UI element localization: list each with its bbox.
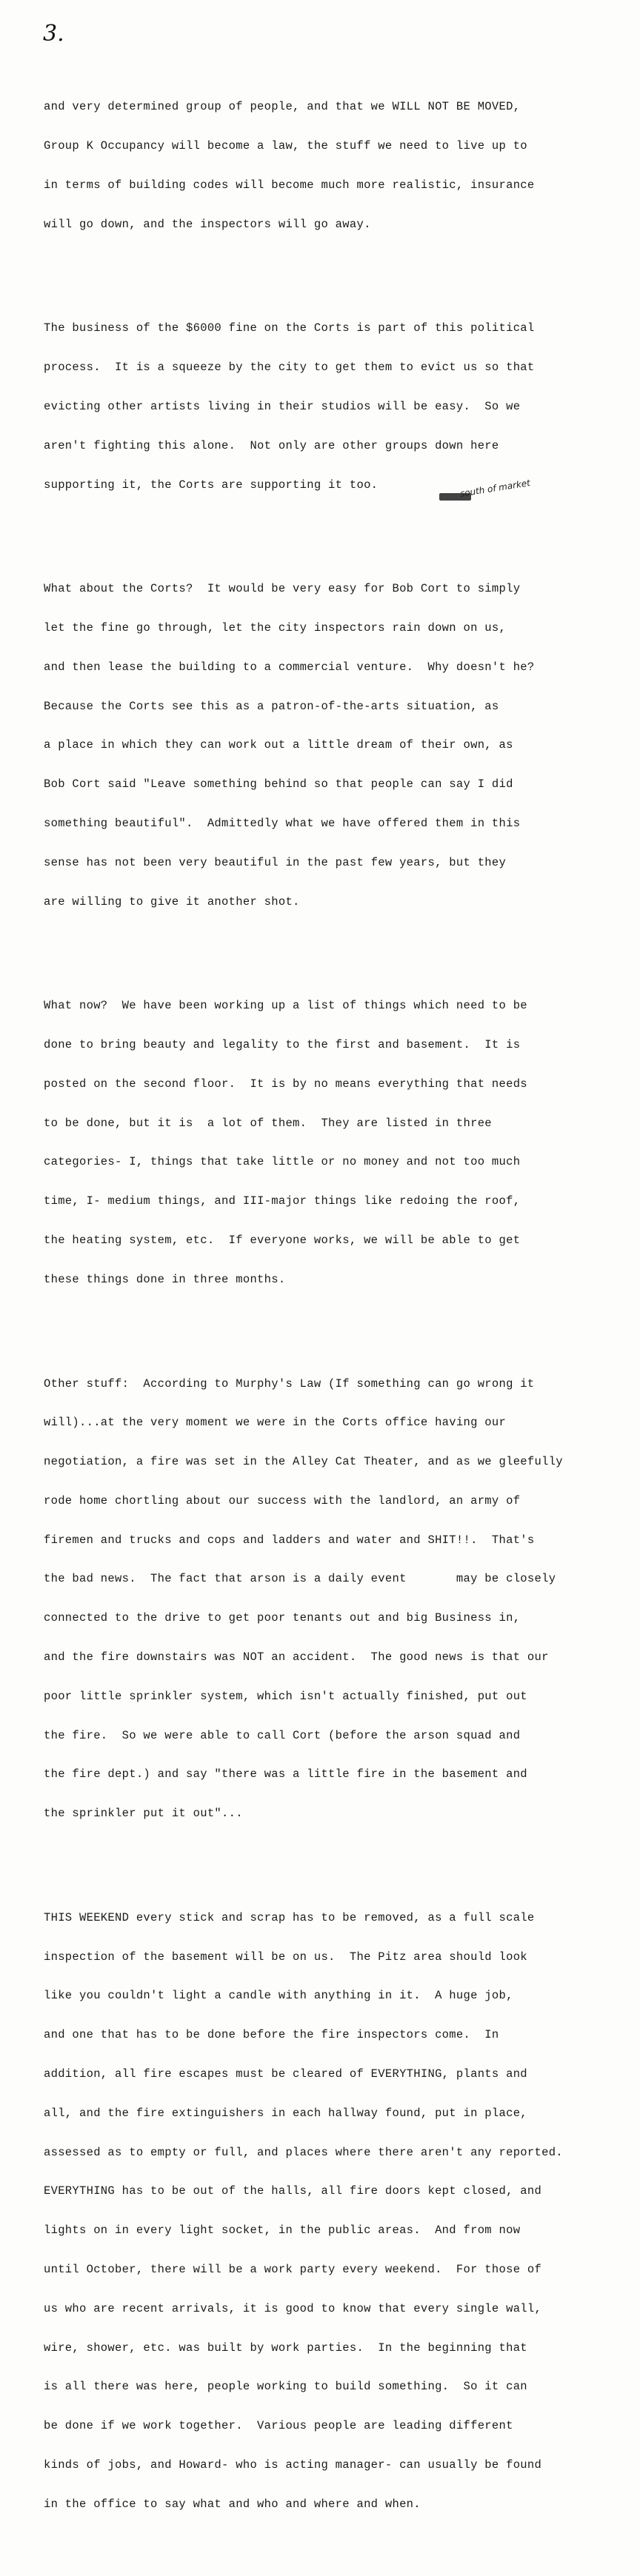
text-line: will)...at the very moment we were in the Corts office having our <box>44 1416 507 1430</box>
text-line: are willing to give it another shot. <box>44 894 300 909</box>
text-line: evicting other artists living in their studios will be easy. So we <box>44 400 521 414</box>
text-line: the fire dept.) and say "there was a little fire in the basement and <box>44 1767 527 1782</box>
paragraph-1 <box>44 75 563 257</box>
text-line: and one that has to be done before the fire inspectors come. In <box>44 2028 499 2042</box>
text-line: in the office to say what and who and where and when. <box>44 2497 421 2511</box>
text-line: The business of the $6000 fine on the Corts is part of this political <box>44 321 535 335</box>
page-number: 3. <box>43 21 64 47</box>
text-line: lights on in every light socket, in the public areas. And from now <box>44 2224 521 2238</box>
text-line: is all there was here, people working to build something. So it can <box>44 2380 527 2394</box>
text-line: categories- I, things that take little or no money and not too much <box>44 1155 521 1169</box>
paragraph-5 <box>44 1351 563 1847</box>
text-line: until October, there will be a work party every weekend. For those of <box>44 2262 542 2276</box>
text-line: process. It is a squeeze by the city to get them to evict us so that <box>44 361 535 375</box>
paragraph-3 <box>44 557 563 934</box>
text-line: poor little sprinkler system, which isn't actually finished, put out <box>44 1689 527 1703</box>
text-line: posted on the second floor. It is by no means everything that needs <box>44 1077 527 1091</box>
text-line: assessed as to empty or full, and places where there aren't any reported. <box>44 2145 563 2159</box>
text-line: all, and the fire extinguishers in each hallway found, put in place, <box>44 2106 527 2120</box>
text-line: Group K Occupancy will become a law, the stuff we need to live up to <box>44 139 527 153</box>
text-line: and then lease the building to a commercial venture. Why doesn't he? <box>44 660 535 674</box>
text-line: negotiation, a fire was set in the Alley Cat Theater, and as we gleefully <box>44 1455 563 1469</box>
text-line: and the fire downstairs was NOT an accident. The good news is that our <box>44 1650 549 1665</box>
text-line: us who are recent arrivals, it is good to know that every single wall, <box>44 2301 542 2315</box>
text-line: time, I- medium things, and III-major things like redoing the roof, <box>44 1194 521 1208</box>
text-line: Bob Cort said "Leave something behind so that people can say I did <box>44 777 513 792</box>
text-line: kinds of jobs, and Howard- who is acting manager- can usually be found <box>44 2458 542 2472</box>
text-line: the fire. So we were able to call Cort (before the arson squad and <box>44 1728 521 1742</box>
text-line: be done if we work together. Various people are leading different <box>44 2419 513 2433</box>
text-line: aren't fighting this alone. Not only are other groups down here <box>44 438 499 452</box>
text-line: these things done in three months. <box>44 1272 286 1286</box>
text-line: firemen and trucks and cops and ladders and water and SHIT!!. That's <box>44 1533 535 1547</box>
text-line: Other stuff: According to Murphy's Law (If something can go wrong it <box>44 1376 535 1391</box>
text-line: sense has not been very beautiful in the past few years, but they <box>44 855 507 869</box>
text-line: What now? We have been working up a list of things which need to be <box>44 999 527 1013</box>
text-line: EVERYTHING has to be out of the halls, all fire doors kept closed, and <box>44 2184 542 2198</box>
text-line: let the fine go through, let the city inspectors rain down on us, <box>44 621 507 635</box>
text-line: the sprinkler put it out"... <box>44 1807 243 1821</box>
text-line: inspection of the basement will be on us. The Pitz area should look <box>44 1950 527 1964</box>
text-line: the bad news. The fact that arson is a daily event may be closely <box>44 1572 556 1586</box>
text-line: a place in which they can work out a little dream of their own, as <box>44 738 513 752</box>
text-line: THIS WEEKEND every stick and scrap has to be removed, as a full scale <box>44 1910 535 1924</box>
handwritten-annotation: south of market <box>459 478 531 499</box>
text-line: the heating system, etc. If everyone works, we will be able to get <box>44 1234 521 1248</box>
paragraph-4 <box>44 974 563 1312</box>
text-line: addition, all fire escapes must be cleared of EVERYTHING, plants and <box>44 2067 527 2081</box>
text-line: and very determined group of people, and that we WILL NOT BE MOVED, <box>44 100 521 114</box>
text-line: to be done, but it is a lot of them. They are listed in three <box>44 1116 492 1130</box>
text-line: wire, shower, etc. was built by work parties. In the beginning that <box>44 2341 527 2355</box>
text-line: something beautiful". Admittedly what we have offered them in this <box>44 817 521 831</box>
text-line: done to bring beauty and legality to the first and basement. It is <box>44 1038 521 1052</box>
paragraph-6 <box>44 1886 563 2537</box>
text-line: will go down, and the inspectors will go away. <box>44 217 371 231</box>
text-line: Because the Corts see this as a patron-of-the-arts situation, as <box>44 699 499 713</box>
text-line: What about the Corts? It would be very easy for Bob Cort to simply <box>44 582 521 596</box>
body-text <box>44 49 563 2576</box>
text-line: supporting it, the Corts are supporting it too. <box>44 478 379 492</box>
text-line: like you couldn't light a candle with anything in it. A huge job, <box>44 1989 513 2003</box>
text-line: connected to the drive to get poor tenants out and big Business in, <box>44 1611 521 1625</box>
text-line: in terms of building codes will become much more realistic, insurance <box>44 178 535 192</box>
text-line: rode home chortling about our success with the landlord, an army of <box>44 1493 521 1508</box>
